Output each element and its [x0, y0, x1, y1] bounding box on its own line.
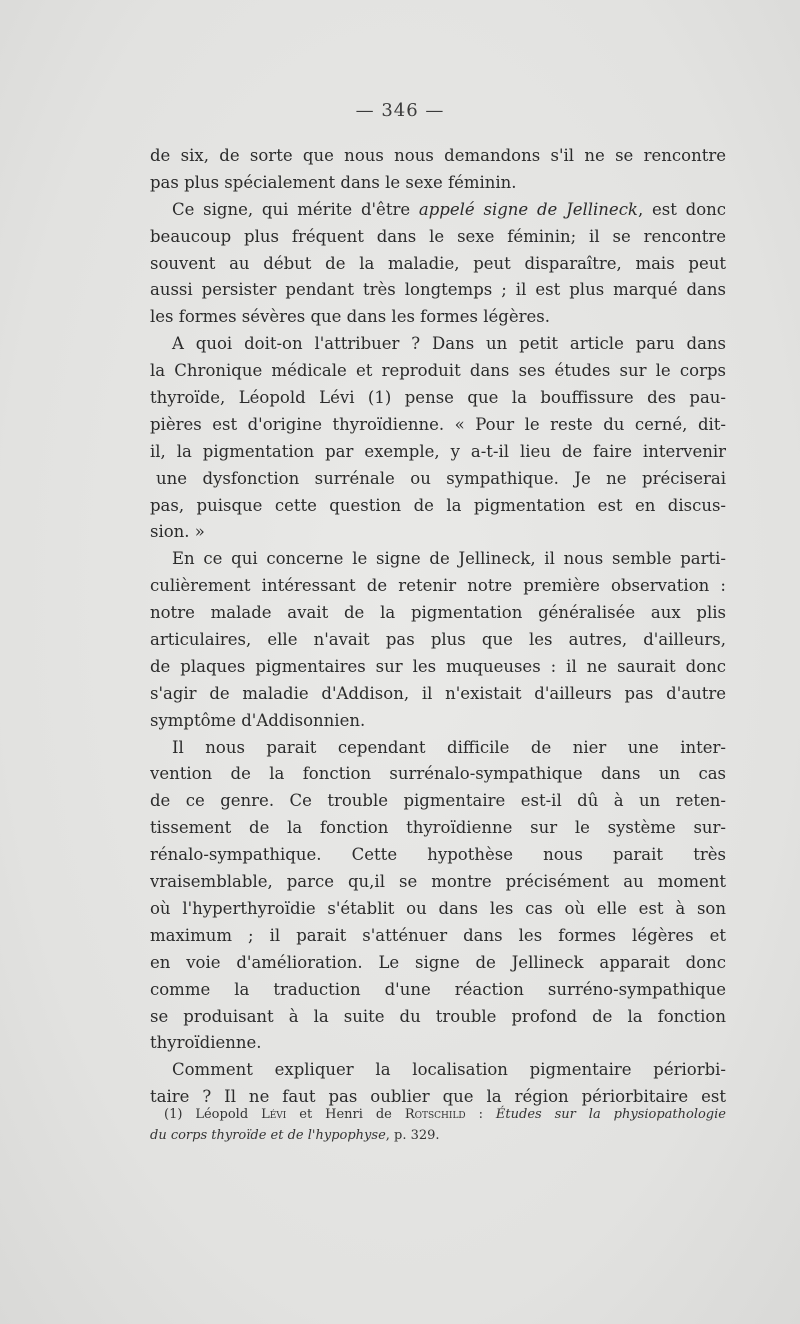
body-line: Il nous parait cependant difficile de nier une inter-	[172, 737, 726, 757]
body-line: notre malade avait de la pigmentation généralisée aux plis	[150, 603, 726, 623]
body-line: thyroïdienne.	[150, 1033, 262, 1053]
body-text	[150, 143, 726, 1111]
body-line: de ce genre. Ce trouble pigmentaire est-il dû à un reten-	[150, 791, 726, 811]
body-line: se produisant à la suite du trouble profond de la fonction	[150, 1006, 726, 1026]
body-line: de plaques pigmentaires sur les muqueuses : il ne saurait donc	[150, 656, 726, 676]
body-line: en voie d'amélioration. Le signe de Jellineck apparait donc	[150, 952, 726, 972]
footnote-author1-first: Léopold	[195, 1107, 249, 1122]
body-line: aussi persister pendant très longtemps ; il est plus marqué dans	[150, 280, 726, 300]
footnote-author1-last: Lévi	[261, 1107, 287, 1122]
body-line: vraisemblable, parce qu,il se montre précisément au moment	[150, 872, 726, 892]
page-number: — 346 —	[355, 100, 445, 121]
body-line: vention de la fonction surrénalo-sympathique dans un cas	[150, 764, 726, 784]
body-line: maximum ; il parait s'atténuer dans les formes légères et	[150, 925, 726, 945]
body-line: Comment expliquer la localisation pigmentaire périorbi-	[172, 1060, 726, 1080]
body-line: de six, de sorte que nous nous demandons s'il ne se rencontre	[150, 146, 726, 165]
body-line	[150, 197, 726, 224]
body-line: où l'hyperthyroïdie s'établit ou dans les cas où elle est à son	[150, 898, 726, 918]
body-line: tissement de la fonction thyroïdienne sur le système sur-	[150, 818, 726, 838]
footnote-author2-first: Henri de	[325, 1107, 392, 1122]
body-line: pas, puisque cette question de la pigmentation est en discus-	[150, 495, 726, 515]
body-line: beaucoup plus fréquent dans le sexe féminin; il se rencontre	[150, 226, 726, 246]
body-line: thyroïde, Léopold Lévi (1) pense que la bouffissure des pau-	[150, 388, 726, 408]
body-line: taire ? Il ne faut pas oublier que la région périorbitaire est	[150, 1087, 726, 1107]
body-line: A quoi doit-on l'attribuer ? Dans un petit article paru dans	[172, 334, 726, 354]
body-line: articulaires, elle n'avait pas plus que les autres, d'ailleurs,	[150, 630, 726, 650]
footnote-pages: , p. 329.	[385, 1128, 440, 1143]
body-line: la Chronique médicale et reproduit dans ses études sur le corps	[150, 361, 726, 381]
text-segment: , est donc	[637, 199, 726, 219]
footnote-marker: (1)	[164, 1107, 183, 1122]
footnote-title-part2: du corps thyroïde et de l'hypophyse	[150, 1128, 386, 1143]
text-segment: Ce signe, qui mérite d'être	[172, 199, 419, 219]
body-line: pières est d'origine thyroïdienne. « Pour le reste du cerné, dit-	[150, 414, 726, 434]
body-line: En ce qui concerne le signe de Jellineck, il nous semble parti-	[172, 549, 726, 569]
footnote-title-part1: Études sur la physiopathologie	[495, 1107, 726, 1122]
body-line: symptôme d'Addisonnien.	[150, 710, 366, 730]
body-line: rénalo-sympathique. Cette hypothèse nous parait très	[150, 845, 726, 865]
footnote	[150, 1104, 726, 1146]
italic-phrase: appelé signe de Jellineck	[418, 199, 638, 219]
footnote-author2-last: Rotschild	[404, 1107, 466, 1122]
body-line: une dysfonction surrénale ou sympathique. Je ne préciserai	[156, 468, 726, 488]
body-line: il, la pigmentation par exemple, y a-t-il lieu de faire intervenir	[150, 441, 726, 461]
body-line: souvent au début de la maladie, peut disparaître, mais peut	[150, 253, 726, 273]
body-line: comme la traduction d'une réaction surréno-sympathique	[150, 979, 726, 999]
footnote-line	[150, 1125, 726, 1146]
body-line: pas plus spécialement dans le sexe féminin.	[150, 172, 517, 192]
footnote-conjunction: et	[299, 1107, 313, 1122]
body-line: les formes sévères que dans les formes légères.	[150, 307, 550, 327]
body-line: culièrement intéressant de retenir notre première observation :	[150, 576, 726, 596]
body-line: s'agir de maladie d'Addison, il n'existait d'ailleurs pas d'autre	[150, 683, 726, 703]
body-line: sion. »	[150, 522, 205, 542]
footnote-line: (1) Léopold Lévi et Henri de Rotschild : Études sur la physiopathologie	[164, 1107, 726, 1122]
